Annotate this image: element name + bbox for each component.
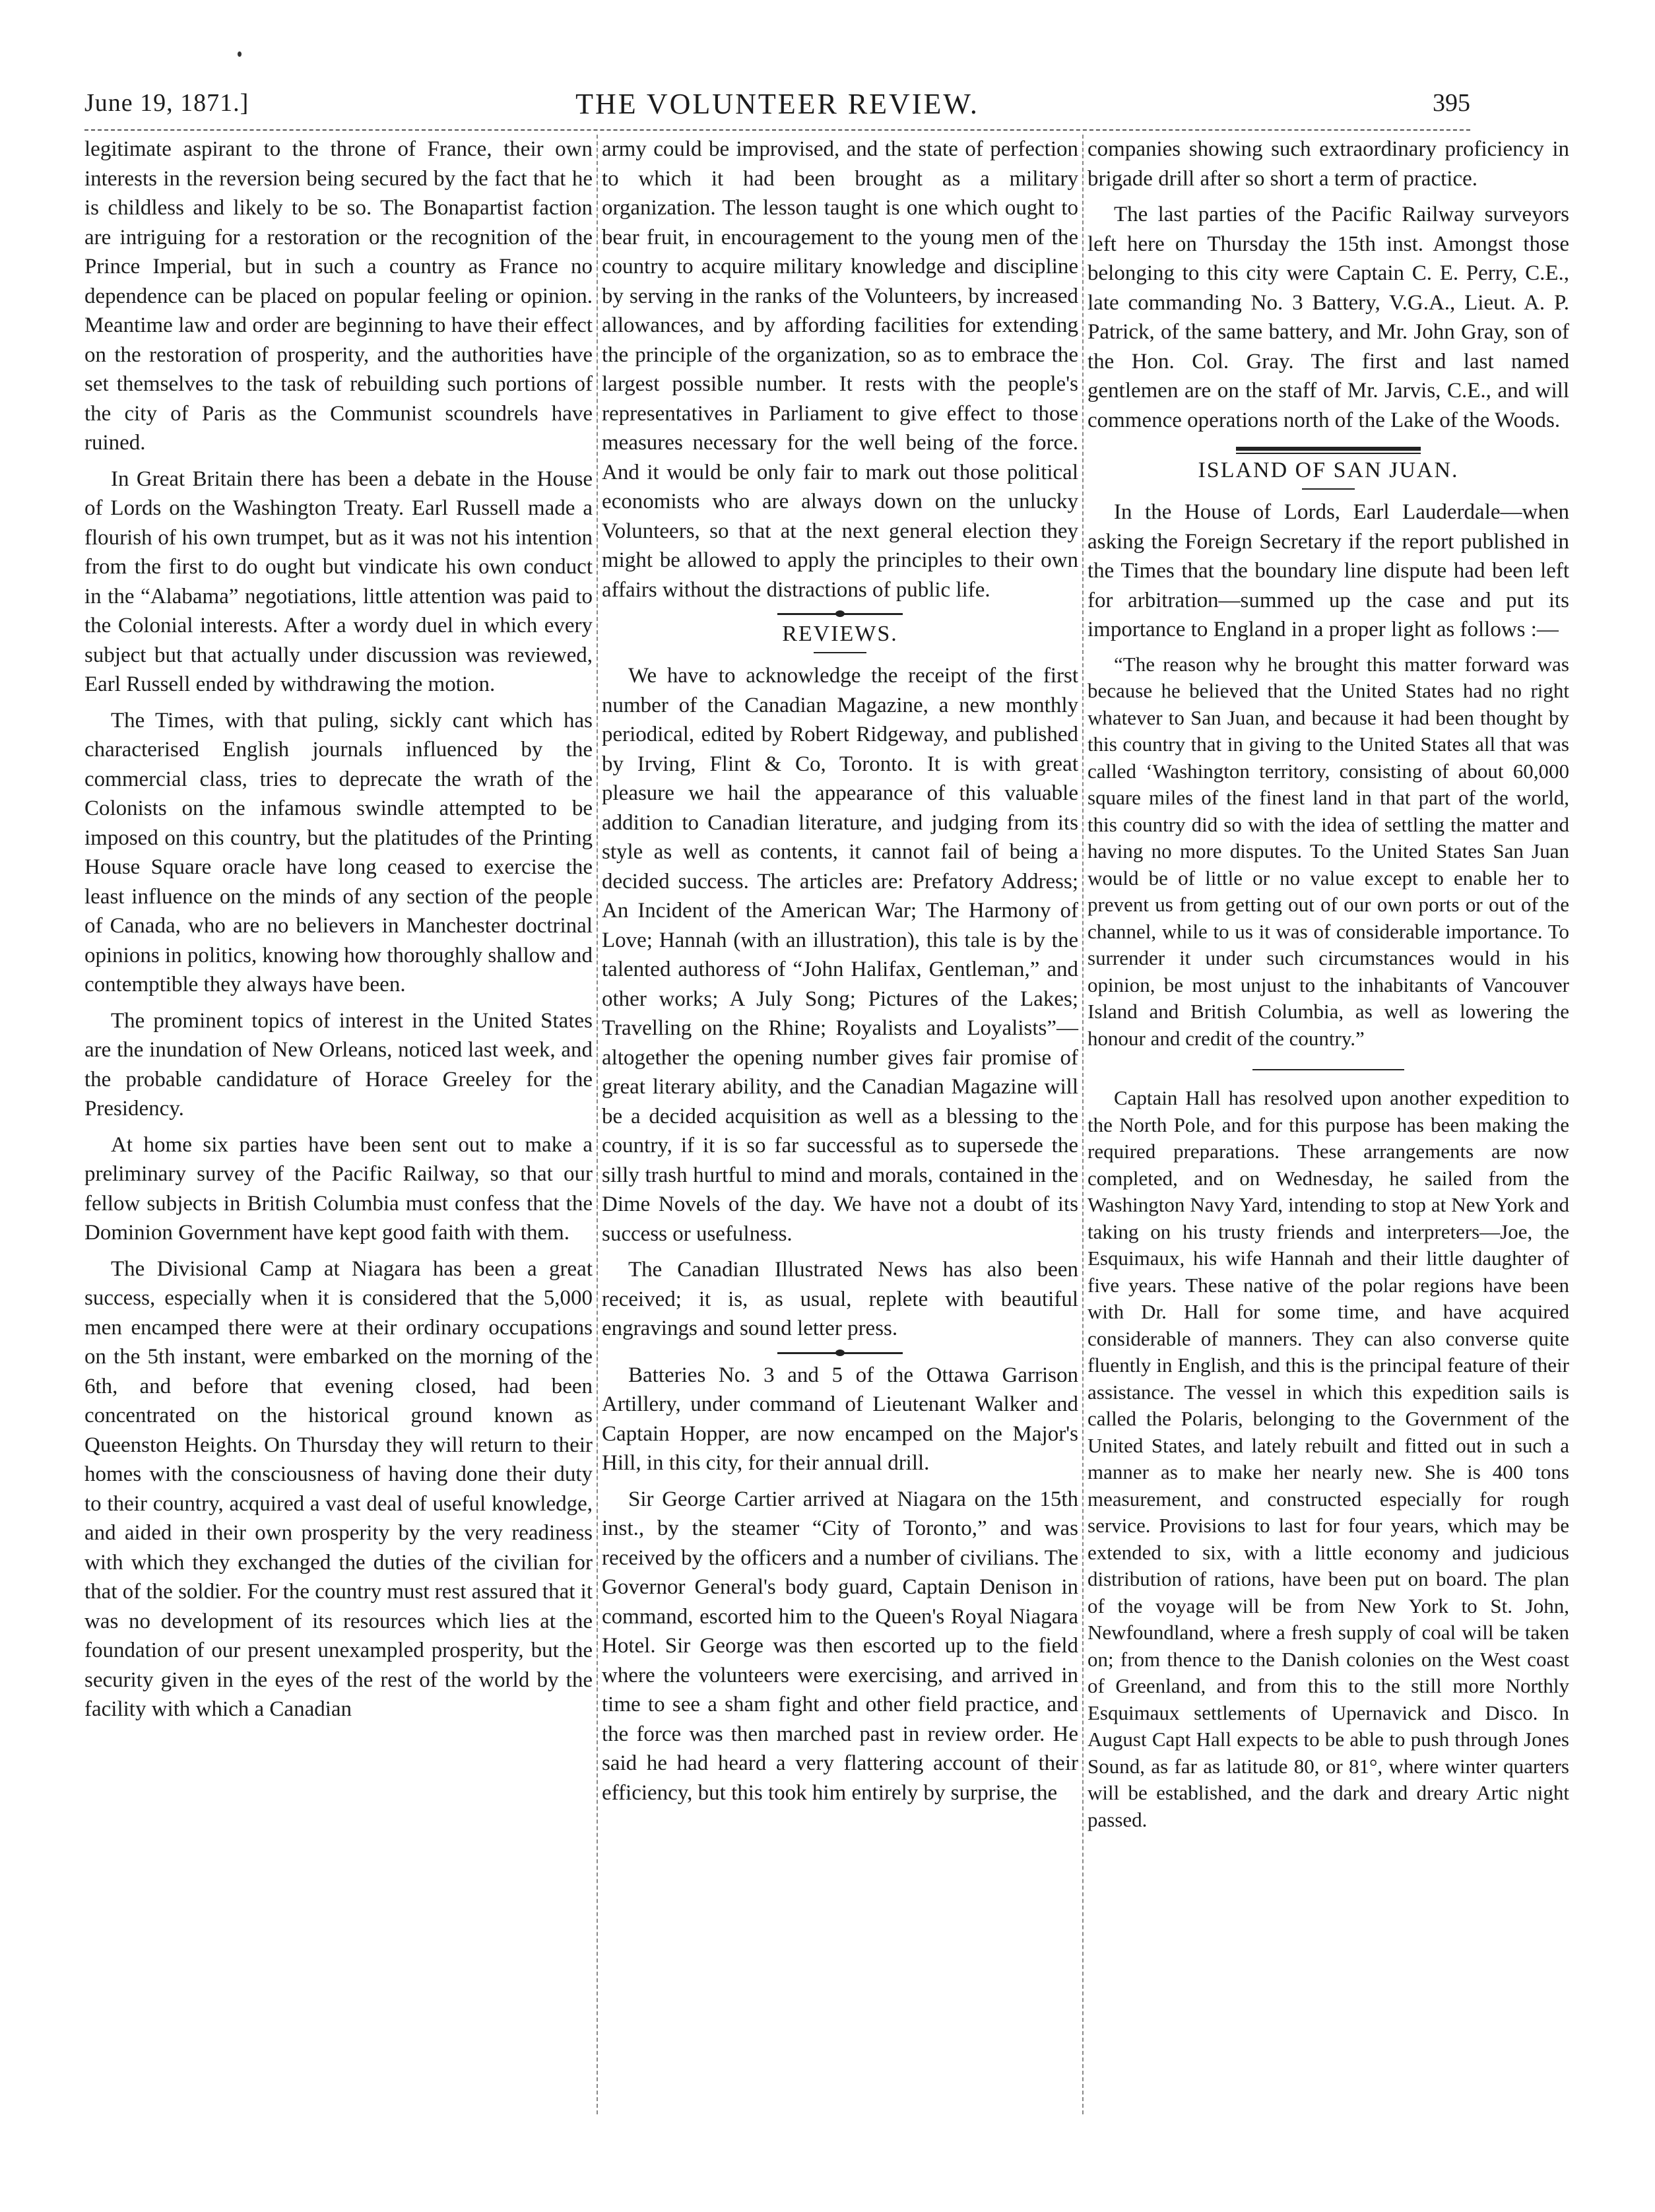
header-rule — [84, 129, 1470, 131]
column-right — [1087, 135, 1569, 1840]
paragraph: companies showing such extraordinary proficiency in brigade drill after so short a term of practice. — [1087, 137, 1569, 191]
paragraph: The Divisional Camp at Niagara has been a great success, especially when it is considered that the 5,000 men encamped there were at their ordinary occupations on the 5th instant, were embarked on the morning of the 6th, and before that evening closed, had been concentrated on the historical ground known as Queenston Heights. On Thursday they will return to their homes with the consciousness of having done their duty to their country, acquired a vast deal of useful knowledge, and aided in their own prosperity by the very readiness with which they exchanged the duties of the civilian for that of the soldier. For the country must rest assured that it was no development of its resources which lies at the foundation of our present unexampled prosperity, but the security given in the eyes of the rest of the world by the facility with which a Canadian — [84, 1256, 593, 1721]
paragraph: The Canadian Illustrated News has also been received; it is, as usual, replete with beautiful engravings and sound letter press. — [602, 1258, 1078, 1340]
paragraph: The Times, with that puling, sickly cant which has characterised English journals influenced by the commercial class, tries to deprecate the wrath of the Colonists on the infamous swindle attempted to be imposed on this country, but the platitudes of the Printing House Square oracle have long ceased to exercise the least influence on the minds of any section of the people of Canada, who are no believers in Manchester doctrinal opinions in politics, knowing how thoroughly shallow and contemptible they always have been. — [84, 708, 593, 996]
publication-title: THE VOLUNTEER REVIEW. — [575, 88, 979, 120]
paragraph: In Great Britain there has been a debate in the House of Lords on the Washington Treaty. Earl Russell made a flourish of his own trumpet, but as it was not his intention from the first to do ought but vindicate his own conduct in the “Alabama” negotiations, little attention was paid to the Colonial interests. After a wordy duel in which every subject but that actually under discussion was reviewed, Earl Russell ended by withdrawing the motion. — [84, 467, 593, 696]
san-juan-heading: ISLAND OF SAN JUAN. — [1198, 458, 1459, 482]
paragraph: The last parties of the Pacific Railway surveyors left here on Thursday the 15th inst. Amongst those belonging to this city were Captain C. E. Perry, C.E., late commanding No. 3 Battery, V.G.A., Lieut. A. P. Patrick, of the same battery, and Mr. John Gray, son of the Hon. Col. Gray. The first and last named gentlemen are on the staff of Mr. Jarvis, C.E., and will commence operations north of the Lake of the Woods. — [1087, 203, 1569, 432]
column-left — [84, 135, 593, 1731]
page-header — [84, 84, 1470, 131]
paragraph: legitimate aspirant to the throne of France, their own interests in the reversion being secured by the fact that he is childless and likely to be so. The Bonapartist faction are intriguing for a restoration or the recognition of the Prince Imperial, but in such a country as France no dependence can be placed on popular feeling or opinion. Meantime law and order are beginning to have their effect on the restoration of prosperity, and the authorities have set themselves to the task of rebuilding such portions of the city of Paris as the Communist scoundrels have ruined. — [84, 137, 593, 455]
heading-rule — [1302, 488, 1355, 490]
paragraph: Sir George Cartier arrived at Niagara on the 15th inst., by the steamer “City of Toronto,” and was received by the officers and a number of civilians. The Governor General's body guard, Captain Denison in command, escorted him to the Queen's Royal Niagara Hotel. Sir George was then escorted up to the field where the volunteers were exercising, and arrived in time to see a sham fight and other field practice, and the force was then marched past in review order. He said he had heard a very flattering account of their efficiency, but this took him entirely by surprise, the — [602, 1487, 1078, 1805]
paragraph: The prominent topics of interest in the United States are the inundation of New Orleans, noticed last week, and the probable candidature of Horace Greeley for the Presidency. — [84, 1008, 593, 1121]
header-date: June 19, 1871.] — [84, 89, 249, 117]
heading-rule — [814, 652, 866, 653]
column-middle — [602, 135, 1078, 1814]
section-double-rule — [1236, 447, 1421, 454]
paragraph: At home six parties have been sent out to make a preliminary survey of the Pacific Railway, so that our fellow subjects in British Columbia must confess that the Dominion Government have kept good faith with them. — [84, 1132, 593, 1245]
reviews-heading: REVIEWS. — [782, 622, 898, 646]
column-divider — [597, 135, 598, 2114]
section-ornament — [777, 611, 903, 616]
section-ornament — [777, 1350, 903, 1355]
paragraph: army could be improvised, and the state of perfection to which it had been brought as a military organization. The lesson taught is one which ought to bear fruit, in encouragement to the young men of the country to acquire military knowledge and discipline by serving in the ranks of the Volunteers, by increased allowances, and by affording facilities for extending the principle of the organization, so as to embrace the largest possible number. It rests with the people's representatives in Parliament to give effect to those measures necessary for the well being of the force. And it would be only fair to mark out those political economists who are always down on the unlucky Volunteers, so that at the next general election they might be allowed to apply the principles to their own affairs without the distractions of public life. — [602, 137, 1078, 602]
paragraph: Captain Hall has resolved upon another expedition to the North Pole, and for this purpose has been making the required preparations. These arrangements are now completed, and on Wednesday, he sailed from the Washington Navy Yard, intending to stop at New York and taking on his trusty friends and interpreters—Joe, the Esquimaux, his wife Hannah and their little daughter of five years. These native of the polar regions have been with Dr. Hall for some time, and have acquired considerable of manners. They can also converse quite fluently in English, and this is the principal feature of their assistance. The vessel in which this expedition sails is called the Polaris, belonging to the Government of the United States, and lately rebuilt and fitted out in such a manner as to make her nearly new. She is 400 tons measurement, and constructed especially for rough service. Provisions to last for four years, which may be extended to six, with a little economy and judicious distribution of rations, have been put on board. The plan of the voyage will be from New York to St. John, Newfoundland, where a fresh supply of coal will be taken on; from thence to the Danish colonies on the West coast of Greenland, and from this to the still more Northly Esquimaux settlements of Upernavick and Disco. In August Capt Hall expects to be able to push through Jones Sound, as far as latitude 80, or 81°, where winter quarters will be established, and the dark and dreary Artic night passed. — [1087, 1086, 1569, 1831]
paragraph: Batteries No. 3 and 5 of the Ottawa Garrison Artillery, under command of Lieutenant Walker and Captain Hopper, are now encamped on the Major's Hill, in this city, for their annual drill. — [602, 1363, 1078, 1475]
page-number: 395 — [1433, 89, 1470, 117]
paragraph: In the House of Lords, Earl Lauderdale—when asking the Foreign Secretary if the report published in the Times that the boundary line dispute had been left for arbitration—summed up the case and put its importance to England in a proper light as follows :— — [1087, 500, 1569, 641]
quoted-paragraph: “The reason why he brought this matter forward was because he believed that the United States had no right whatever to San Juan, and because it had been thought by this country that in giving to the United States all that was called ‘Washington territory, consisting of about 60,000 square miles of the finest land in that part of the world, this country did so with the idea of settling the matter and having no more disputes. To the United States San Juan would be of little or no value except to enable her to prevent us from getting out of our own ports or out of the channel, while to us it was of considerable importance. To surrender it under such circumstances would in his opinion, be most unjust to the inhabitants of Vancouver Island and British Columbia, as well as lowering the honour and credit of the country.” — [1087, 652, 1569, 1050]
paragraph: We have to acknowledge the receipt of the first number of the Canadian Magazine, a new monthly periodical, edited by Robert Ridgeway, and published by Irving, Flint & Co, Toronto. It is with great pleasure we hail the appearance of this valuable addition to Canadian literature, and judging from its style as well as contents, it cannot fail of being a decided success. The articles are: Prefatory Address; An Incident of the American War; The Harmony of Love; Hannah (with an illustration), this tale is by the talented authoress of “John Halifax, Gentleman,” and other works; A July Song; Pictures of the Lakes; Travelling on the Rhine; Royalists and Loyalists”—altogether the opening number gives fair promise of great literary ability, and the Canadian Magazine will be a decided acquisition as well as a blessing to the country, if it is so far successful as to supersede the silly trash hurtful to mind and morals, contained in the Dime Novels of the day. We have not a doubt of its success or usefulness. — [602, 664, 1078, 1246]
separator-rule — [1252, 1069, 1404, 1070]
column-divider — [1082, 135, 1084, 2114]
ink-speck — [238, 51, 242, 57]
